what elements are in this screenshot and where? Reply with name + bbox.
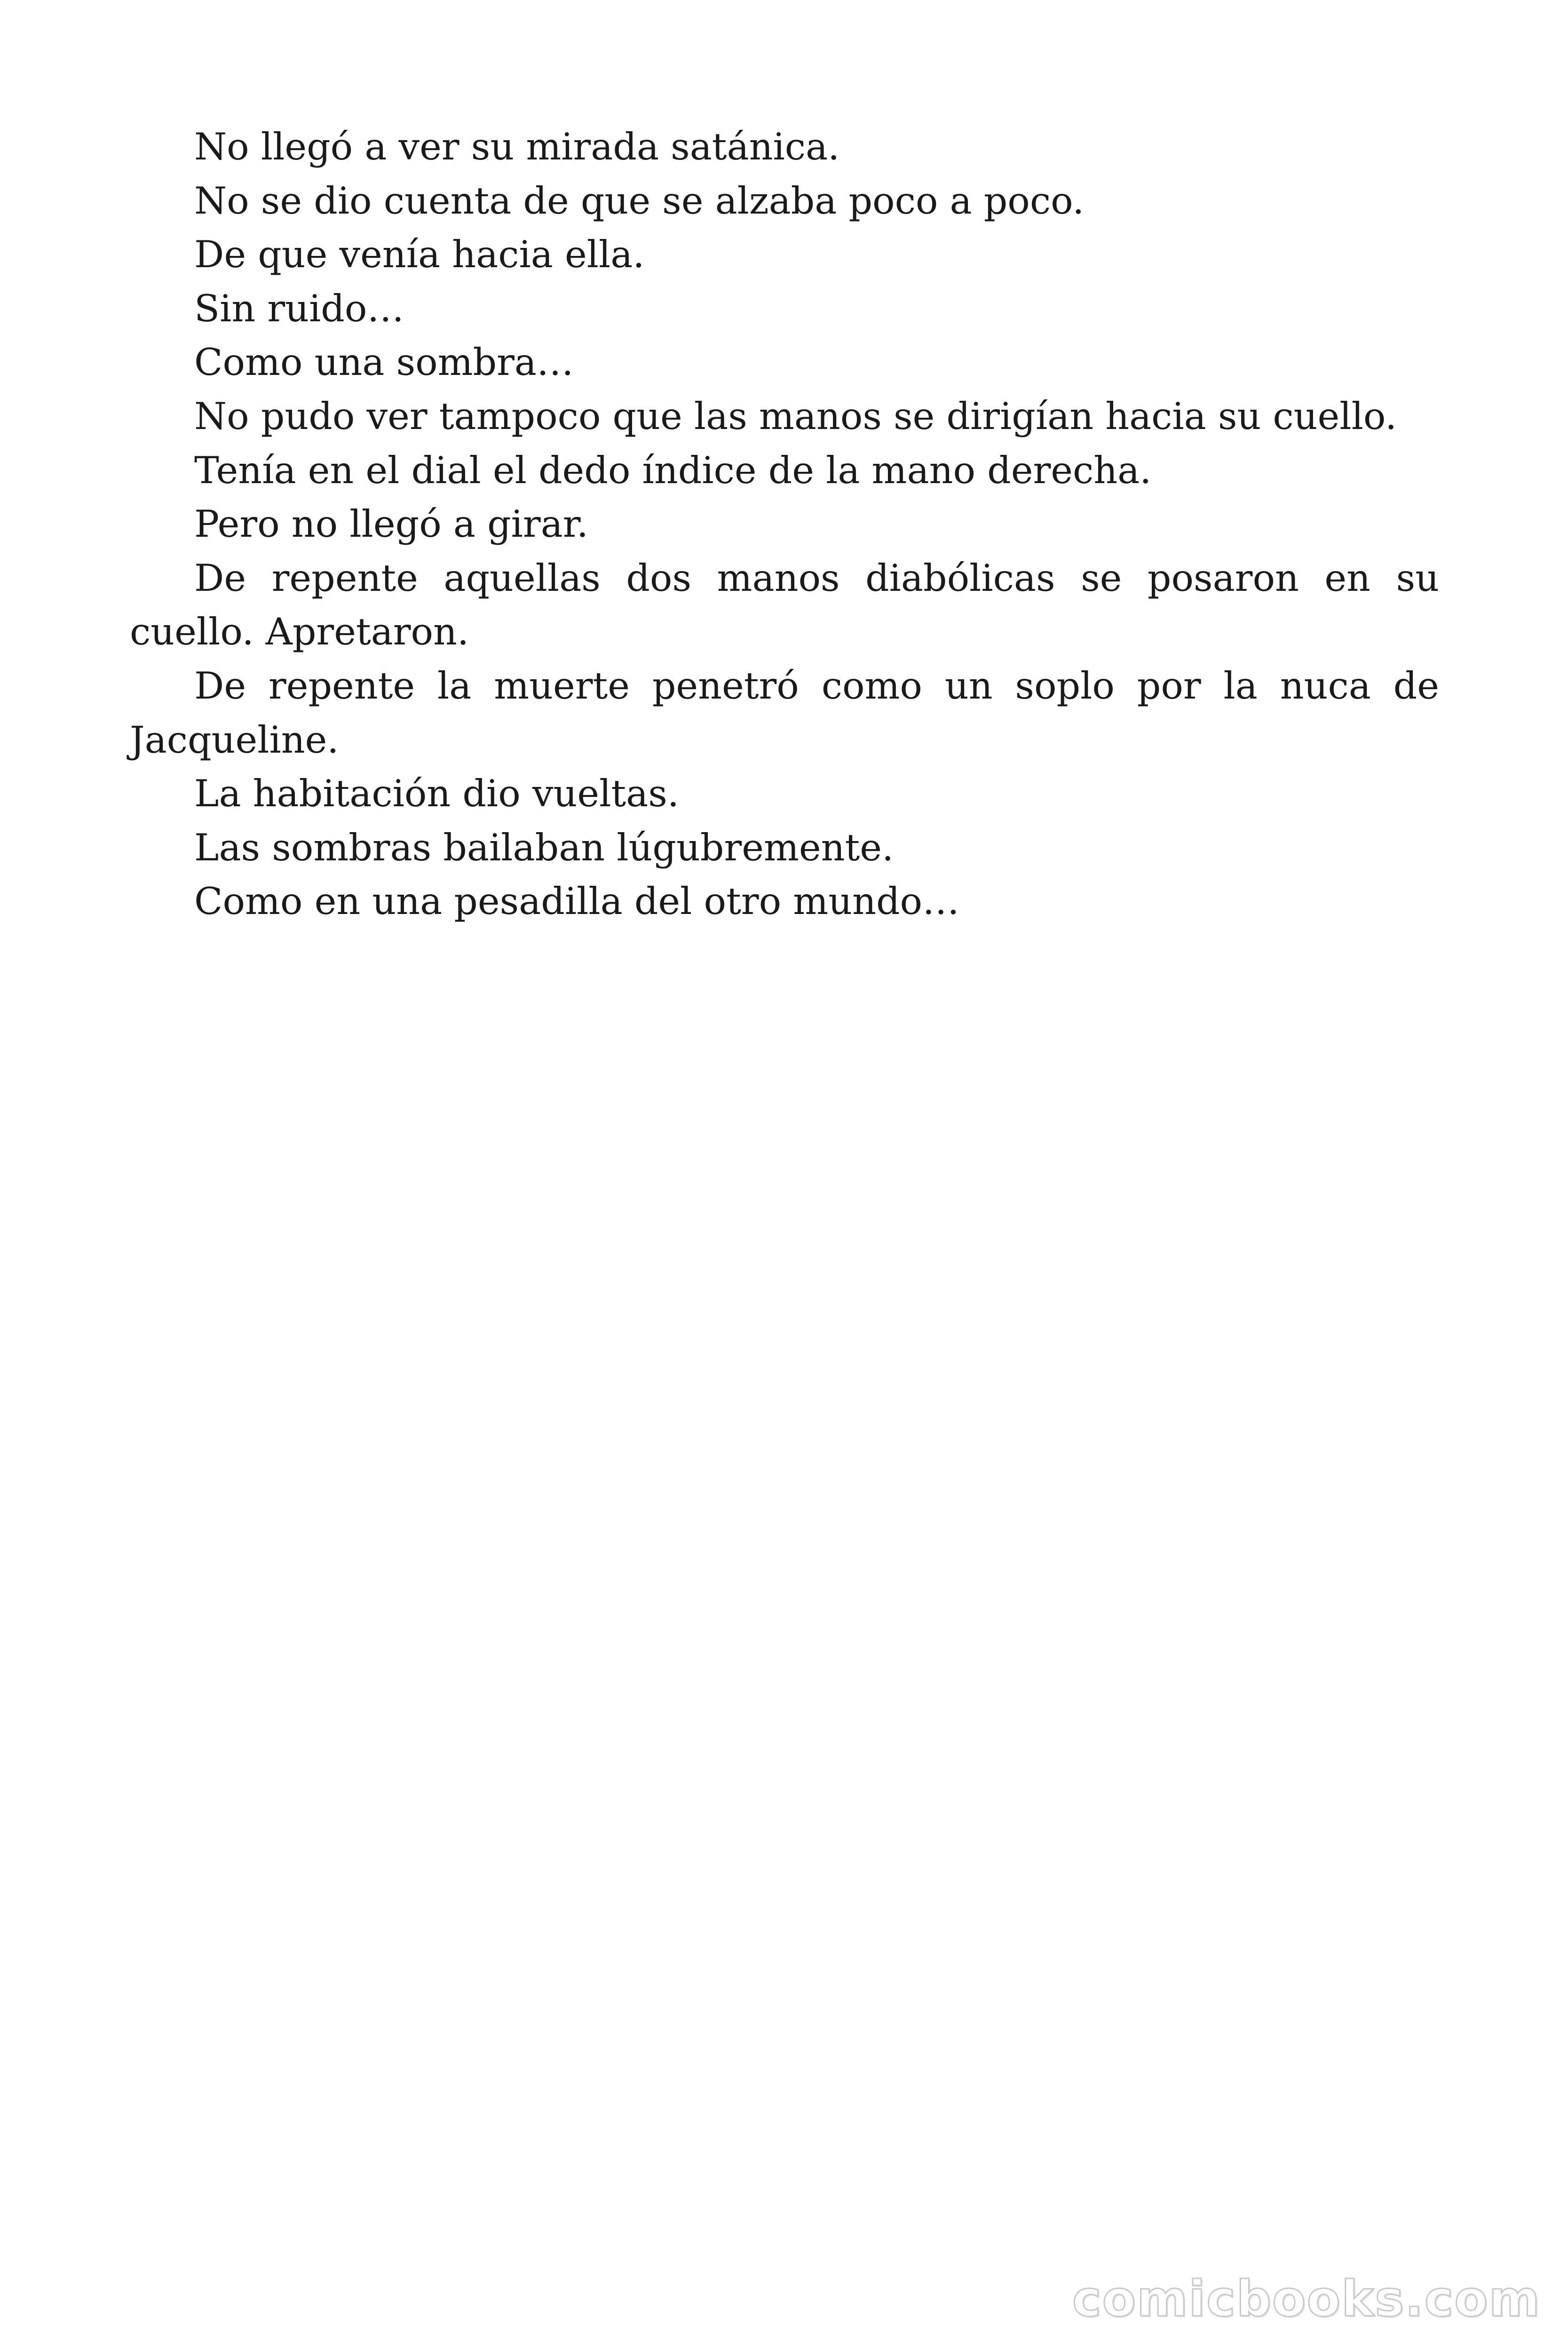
paragraph: Como una sombra…: [194, 341, 574, 384]
watermark-logo: comicbooks.com: [1072, 2270, 1541, 2328]
paragraph: Sin ruido…: [194, 286, 404, 330]
paragraph: De repente aquellas dos manos diabólicas se posaron en su cuello. Apretaron.: [130, 556, 1439, 654]
paragraph: No pudo ver tampoco que las manos se dirigían hacia su cuello.: [194, 394, 1397, 438]
paragraph: Tenía en el dial el dedo índice de la mano derecha.: [194, 448, 1152, 492]
paragraph: De que venía hacia ella.: [194, 233, 645, 277]
paragraph: Las sombras bailaban lúgubremente.: [194, 826, 894, 869]
paragraph: De repente la muerte penetró como un soplo por la nuca de Jacqueline.: [130, 664, 1439, 762]
paragraph: Como en una pesadilla del otro mundo…: [194, 880, 960, 923]
body-text: [130, 120, 1439, 929]
paragraph: No llegó a ver su mirada satánica.: [194, 125, 840, 168]
paragraph: Pero no llegó a girar.: [194, 502, 588, 546]
paragraph: La habitación dio vueltas.: [194, 772, 679, 816]
paragraph: No se dio cuenta de que se alzaba poco a poco.: [194, 179, 1085, 222]
